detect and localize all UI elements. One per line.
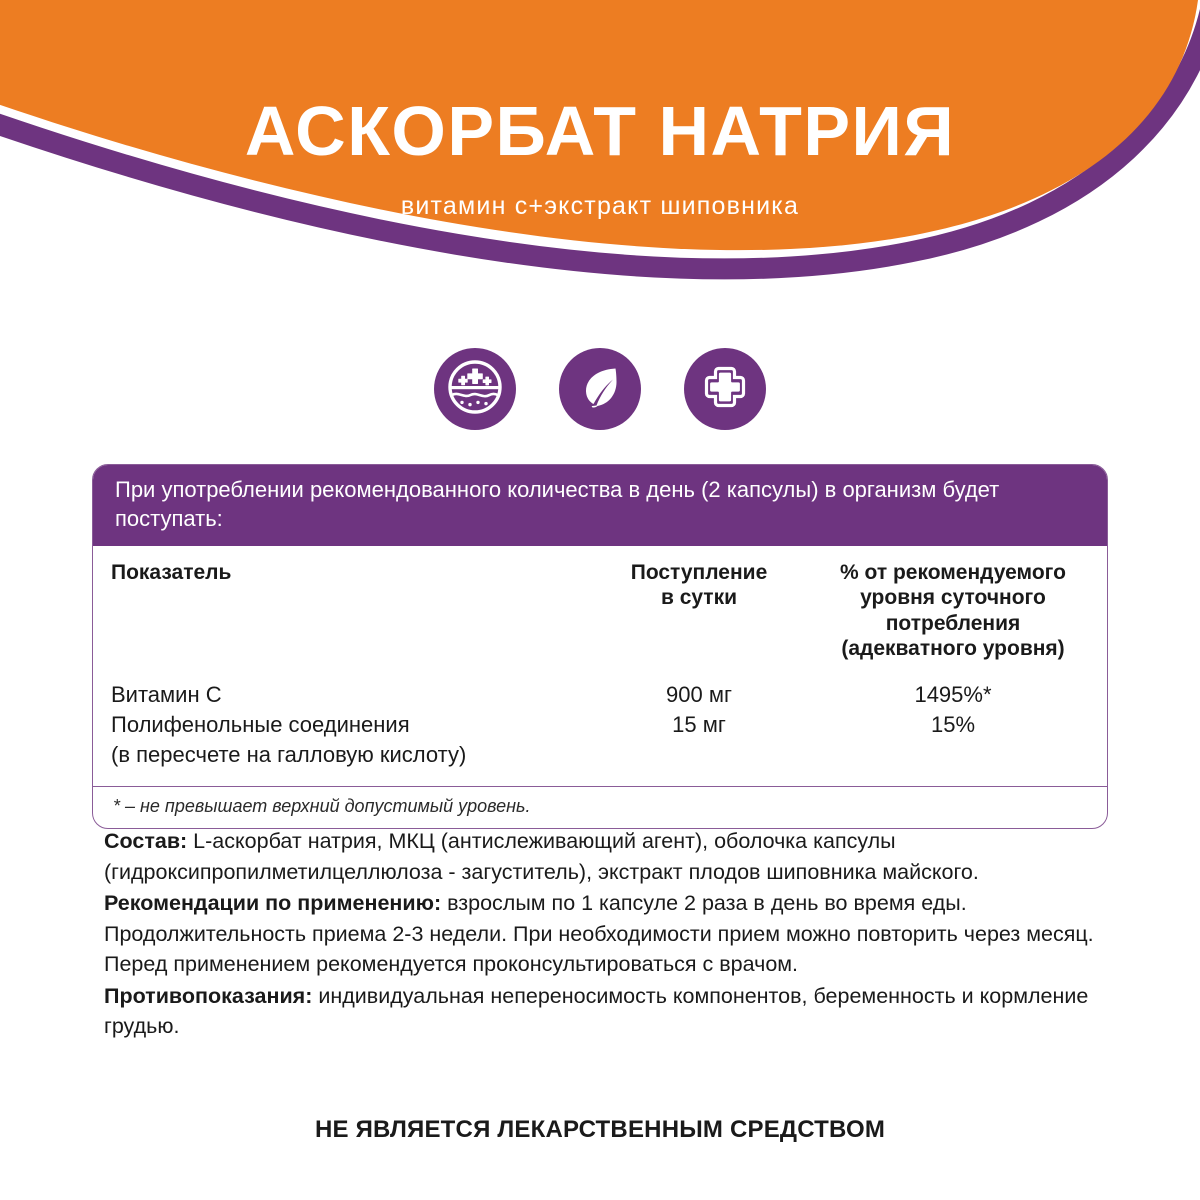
composition-text: L-аскорбат натрия, МКЦ (антислеживающий агент), оболочка капсулы (гидроксипропилметилцеллюлоза - загуститель), экстракт плодов шиповника майского.	[104, 829, 979, 884]
leaf-icon	[575, 362, 625, 417]
info-block	[104, 826, 1104, 1043]
footer-disclaimer: НЕ ЯВЛЯЕТСЯ ЛЕКАРСТВЕННЫМ СРЕДСТВОМ	[314, 1116, 886, 1143]
composition-label: Состав:	[104, 829, 188, 853]
column-header-percent: % от рекомендуемого уровня суточного потребления (адекватного уровня)	[840, 560, 1066, 661]
skin-absorption-icon	[447, 359, 503, 420]
column-header-intake-line2: в сутки	[660, 586, 738, 610]
contraindications-text: индивидуальная непереносимость компонентов, беременность и кормление грудью.	[104, 983, 1089, 1039]
table-banner: При употреблении рекомендованного количества в день (2 капсулы) в организм будет поступать:	[93, 465, 1107, 546]
table-row	[111, 680, 1089, 710]
table-header-row	[93, 546, 1107, 666]
medical-cross-icon	[699, 361, 751, 418]
header-banner	[0, 0, 1200, 320]
row-subnote: (в пересчете на галловую кислоту)	[111, 741, 467, 767]
usage-text: взрослым по 1 капсуле 2 раза в день во время еды. Продолжительность приема 2-3 недели. При необходимости прием можно повторить через месяц. Перед применением рекомендуется проконсультироваться с врачом.	[104, 891, 1094, 977]
badge-natural	[559, 348, 641, 430]
column-header-intake-line1: Поступление	[630, 560, 768, 584]
page-title: АСКОРБАТ НАТРИЯ	[244, 92, 956, 170]
contraindications-label: Противопоказания:	[104, 983, 313, 1008]
nutrition-facts-table	[92, 464, 1108, 829]
table-row	[111, 710, 1089, 740]
contraindications-paragraph	[104, 981, 1104, 1042]
row-intake: 900 мг	[666, 681, 732, 707]
row-name: Витамин С	[111, 681, 222, 707]
row-intake: 15 мг	[672, 711, 726, 737]
table-body	[93, 666, 1107, 786]
product-subtitle: витамин с+экстракт шиповника	[400, 192, 800, 220]
row-percent: 1495%*	[914, 681, 992, 707]
usage-label: Рекомендации по применению:	[104, 891, 442, 916]
composition-paragraph	[104, 826, 1104, 887]
column-header-indicator: Показатель	[111, 560, 232, 584]
row-name: Полифенольные соединения	[111, 711, 410, 737]
row-percent: 15%	[930, 711, 976, 737]
table-footnote: * – не превышает верхний допустимый уровень.	[93, 786, 1107, 828]
usage-paragraph	[104, 888, 1104, 980]
badge-health	[684, 348, 766, 430]
badge-skin-absorption	[434, 348, 516, 430]
badge-row	[0, 348, 1200, 430]
column-header-intake	[581, 560, 817, 662]
